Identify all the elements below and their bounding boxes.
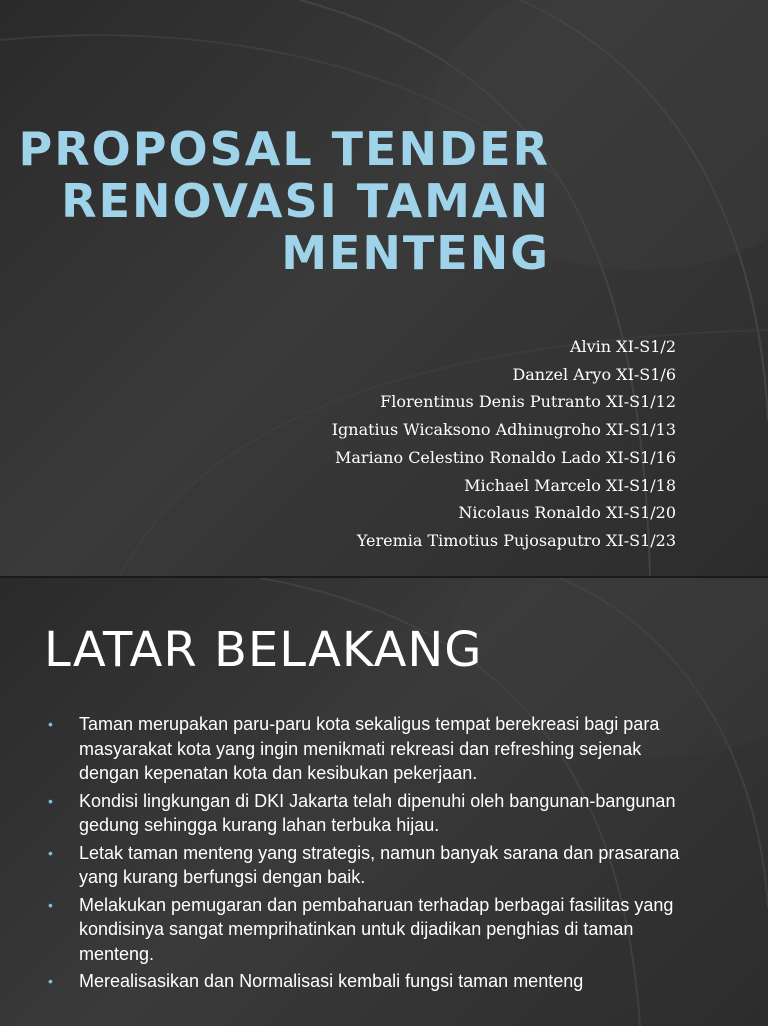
- bullet-icon: •: [48, 716, 53, 732]
- presentation-title: [19, 123, 550, 279]
- bullet-icon: •: [48, 896, 53, 913]
- bullet-list: [46, 712, 706, 997]
- list-item: [46, 969, 706, 994]
- slide-heading: LATAR BELAKANG: [44, 622, 483, 678]
- title-line: RENOVASI TAMAN: [61, 174, 550, 228]
- list-item: [46, 712, 706, 786]
- bullet-text: Kondisi lingkungan di DKI Jakarta telah dipenuhi oleh bangunan-bangunan gedung sehingga kurang lahan terbuka hijau.: [79, 790, 676, 835]
- bullet-icon: •: [48, 792, 53, 809]
- bullet-text: Melakukan pemugaran dan pembaharuan terhadap berbagai fasilitas yang kondisinya sangat memprihatinkan untuk dijadikan penghias di taman menteng.: [79, 894, 674, 964]
- author-item: Ignatius Wicaksono Adhinugroho XI-S1/13: [331, 420, 676, 440]
- bullet-text: Taman merupakan paru-paru kota sekaligus tempat berekreasi bagi para masyarakat kota yang ingin menikmati rekreasi dan refreshing sejenak dengan kepenatan kota dan kesibukan pekerjaan.: [79, 714, 660, 783]
- title-line: MENTENG: [281, 226, 550, 280]
- list-item: [46, 789, 706, 838]
- author-list: [332, 333, 676, 555]
- bullet-icon: •: [48, 973, 53, 989]
- bullet-icon: •: [48, 844, 53, 861]
- author-item: Michael Marcelo XI-S1/18: [464, 475, 676, 495]
- title-line: PROPOSAL TENDER: [18, 122, 550, 176]
- author-item: Alvin XI-S1/2: [569, 337, 676, 356]
- author-item: Mariano Celestino Ronaldo Lado XI-S1/16: [334, 447, 676, 467]
- bullet-text: Merealisasikan dan Normalisasi kembali fungsi taman menteng: [79, 971, 584, 991]
- author-item: Yeremia Timotius Pujosaputro XI-S1/23: [356, 530, 676, 550]
- list-item: [46, 893, 706, 967]
- list-item: [46, 841, 706, 890]
- bullet-text: Letak taman menteng yang strategis, namun banyak sarana dan prasarana yang kurang berfungsi dengan baik.: [79, 842, 680, 887]
- author-item: Nicolaus Ronaldo XI-S1/20: [458, 503, 676, 523]
- author-item: Danzel Aryo XI-S1/6: [512, 364, 676, 384]
- author-item: Florentinus Denis Putranto XI-S1/12: [380, 392, 676, 412]
